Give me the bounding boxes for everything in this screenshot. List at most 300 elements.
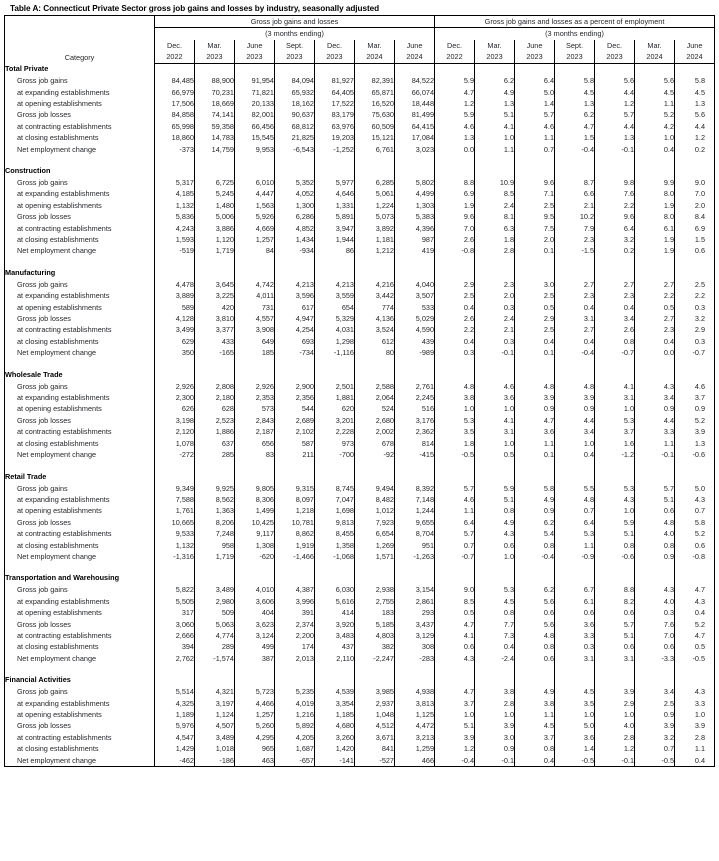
table-row <box>5 347 715 358</box>
row-label: Net employment change <box>5 653 155 664</box>
table-cell: 0.3 <box>475 336 515 347</box>
table-cell: 3.7 <box>595 426 635 437</box>
table-cell: 5,260 <box>235 720 275 731</box>
table-row <box>5 302 715 313</box>
table-cell: 4.0 <box>635 596 675 607</box>
table-cell: 91,954 <box>235 75 275 86</box>
table-cell: 814 <box>395 438 435 449</box>
table-cell: 0.7 <box>694 506 706 516</box>
table-cell: 951 <box>395 540 435 551</box>
table-row <box>5 144 715 155</box>
spacer-cell <box>675 461 715 471</box>
table-cell: 1.0 <box>694 710 706 719</box>
table-cell: 2,588 <box>355 381 395 392</box>
section-spacer-row <box>5 562 715 572</box>
section-spacer-row <box>5 257 715 267</box>
table-cell: 3,810 <box>195 313 235 324</box>
spacer-cell <box>275 461 315 471</box>
table-cell: 3,996 <box>275 596 315 607</box>
table-cell: 2.6 <box>435 234 475 245</box>
table-cell: 1.6 <box>595 438 635 449</box>
table-row <box>5 392 715 403</box>
table-cell: -519 <box>155 245 195 256</box>
spacer-cell <box>635 664 675 674</box>
table-cell: 3,908 <box>235 324 275 335</box>
table-row <box>5 584 715 595</box>
table-cell: 6.2 <box>555 109 595 120</box>
table-cell: 2.2 <box>435 324 475 335</box>
spacer-cell <box>355 461 395 471</box>
table-cell: 1.1 <box>694 744 706 754</box>
table-cell: 3,201 <box>315 415 355 426</box>
period-month: Sept. <box>285 40 304 50</box>
table-cell: 4,852 <box>275 223 315 234</box>
spacer-cell <box>595 257 635 267</box>
table-cell: 656 <box>235 438 275 449</box>
row-label: Gross job losses <box>5 517 155 528</box>
empty-cell <box>515 267 555 279</box>
gross-job-gains-losses-table <box>4 15 715 767</box>
table-cell: 2.7 <box>555 279 595 290</box>
table-cell: 3.5 <box>435 426 475 437</box>
empty-cell <box>515 471 555 483</box>
table-cell: 174 <box>275 641 315 652</box>
table-cell: 8.0 <box>635 211 675 222</box>
table-cell: 0.8 <box>515 641 555 652</box>
table-cell: 66,979 <box>155 87 195 98</box>
table-cell: 8,745 <box>315 483 355 494</box>
table-cell: 3.6 <box>515 426 555 437</box>
table-cell: 5.6 <box>515 619 555 630</box>
table-row <box>5 494 715 505</box>
empty-cell <box>635 267 675 279</box>
period-year: 2024 <box>646 52 663 62</box>
column-header-period-count-1 <box>155 40 195 63</box>
table-cell: 1,078 <box>155 438 195 449</box>
table-cell: 4.5 <box>475 596 515 607</box>
period-year: 2023 <box>486 52 503 62</box>
table-row <box>5 517 715 528</box>
period-year: 2023 <box>566 52 583 62</box>
table-cell: 3.8 <box>435 392 475 403</box>
table-cell: 2.3 <box>555 234 595 245</box>
table-cell: 0.4 <box>555 449 595 460</box>
table-cell: 5.6 <box>595 75 635 86</box>
table-cell: 3,671 <box>355 732 395 743</box>
spacer-cell <box>515 461 555 471</box>
table-cell: 1.3 <box>694 438 706 448</box>
table-cell: 2,064 <box>355 392 395 403</box>
table-cell: 3,225 <box>195 290 235 301</box>
table-cell: 2.4 <box>475 200 515 211</box>
table-cell: 8.7 <box>555 177 595 188</box>
table-cell: 1.1 <box>635 438 675 449</box>
table-cell: 9.0 <box>694 177 706 187</box>
table-cell: -620 <box>235 551 275 562</box>
empty-cell <box>195 165 235 177</box>
table-cell: 0.3 <box>635 607 675 618</box>
table-cell: 5.2 <box>694 415 706 425</box>
empty-cell <box>155 572 195 584</box>
table-cell: 2.5 <box>435 290 475 301</box>
row-label: at expanding establishments <box>5 188 155 199</box>
table-cell: 1.2 <box>694 133 706 143</box>
table-cell: 5,006 <box>195 211 235 222</box>
table-cell: 2.2 <box>635 290 675 301</box>
table-cell: 4.6 <box>435 494 475 505</box>
table-cell: 4,512 <box>355 720 395 731</box>
table-cell: 4,669 <box>235 223 275 234</box>
table-cell: 466 <box>395 755 435 767</box>
table-cell: 4,325 <box>155 698 195 709</box>
table-row <box>5 234 715 245</box>
column-header-period-count-7 <box>395 40 435 63</box>
table-cell: 1,358 <box>315 540 355 551</box>
table-cell: 0.7 <box>555 505 595 516</box>
table-cell: 1.2 <box>595 743 635 754</box>
empty-cell <box>475 165 515 177</box>
table-cell: 4.8 <box>635 517 675 528</box>
table-cell: 617 <box>275 302 315 313</box>
empty-cell <box>395 674 435 686</box>
table-cell: 64,415 <box>395 121 435 132</box>
table-row <box>5 381 715 392</box>
spacer-cell <box>235 257 275 267</box>
table-cell: 3,892 <box>355 223 395 234</box>
table-cell: 18,162 <box>275 98 315 109</box>
table-cell: -1,263 <box>395 551 435 562</box>
table-cell: -700 <box>315 449 355 460</box>
group-header-percent-line2: (3 months ending) <box>545 29 604 39</box>
empty-cell <box>315 471 355 483</box>
table-cell: 1,259 <box>395 743 435 754</box>
table-cell: 0.6 <box>555 607 595 618</box>
spacer-cell <box>555 562 595 572</box>
table-cell: 2,102 <box>275 426 315 437</box>
table-cell: 86 <box>315 245 355 256</box>
table-cell: 2,002 <box>355 426 395 437</box>
table-cell: -0.8 <box>692 551 706 561</box>
table-cell: 1,719 <box>195 551 235 562</box>
table-cell: 394 <box>155 641 195 652</box>
table-cell: 4.7 <box>694 630 706 640</box>
table-cell: 81,927 <box>315 75 355 86</box>
row-label: Gross job gains <box>5 177 155 188</box>
table-cell: 1,571 <box>355 551 395 562</box>
empty-cell <box>235 369 275 381</box>
table-cell: 71,821 <box>235 87 275 98</box>
table-cell: 0.1 <box>515 245 555 256</box>
table-cell: 1,499 <box>235 505 275 516</box>
table-row <box>5 245 715 256</box>
section-title: Total Private <box>5 63 155 75</box>
spacer-cell <box>435 359 475 369</box>
table-cell: 404 <box>235 607 275 618</box>
table-cell: 1,224 <box>355 200 395 211</box>
table-cell: 6.6 <box>555 188 595 199</box>
table-cell: 1,308 <box>235 540 275 551</box>
table-cell: 14,759 <box>195 144 235 155</box>
table-cell: 1.8 <box>435 438 475 449</box>
table-cell: -0.5 <box>692 653 706 663</box>
table-cell: 2,938 <box>355 584 395 595</box>
table-cell: 1.1 <box>435 505 475 516</box>
table-cell: 68,812 <box>275 121 315 132</box>
table-row <box>5 313 715 324</box>
spacer-cell <box>195 257 235 267</box>
table-cell: 0.3 <box>435 347 475 358</box>
empty-cell <box>315 369 355 381</box>
table-cell: 1,434 <box>275 234 315 245</box>
table-cell: 0.3 <box>694 336 706 346</box>
table-cell: 4.5 <box>555 686 595 697</box>
table-cell: 2.4 <box>475 313 515 324</box>
table-cell: 3,985 <box>355 686 395 697</box>
table-cell: 1,132 <box>155 200 195 211</box>
table-cell: 1,881 <box>315 392 355 403</box>
table-cell: 1.1 <box>515 709 555 720</box>
table-cell: 9,813 <box>315 517 355 528</box>
spacer-cell <box>235 562 275 572</box>
spacer-cell <box>395 359 435 369</box>
table-cell: 10.9 <box>475 177 515 188</box>
row-label: at closing establishments <box>5 540 155 551</box>
period-year: 2024 <box>406 52 423 62</box>
spacer-cell <box>235 359 275 369</box>
table-cell: 3,354 <box>315 698 355 709</box>
table-cell: 4,321 <box>195 686 235 697</box>
table-row <box>5 755 715 767</box>
table-cell: 1,125 <box>395 709 435 720</box>
table-row <box>5 109 715 120</box>
table-cell: 587 <box>275 438 315 449</box>
table-cell: 1.3 <box>595 132 635 143</box>
table-cell: 524 <box>355 403 395 414</box>
table-row <box>5 686 715 697</box>
period-year: 2023 <box>326 52 343 62</box>
empty-cell <box>315 267 355 279</box>
table-cell: 5.2 <box>635 109 675 120</box>
empty-cell <box>675 674 715 686</box>
table-cell: 2.6 <box>435 313 475 324</box>
spacer-cell <box>435 257 475 267</box>
spacer-cell <box>355 359 395 369</box>
table-cell: -141 <box>315 755 355 767</box>
table-cell: -1,466 <box>275 551 315 562</box>
table-cell: 5,822 <box>155 584 195 595</box>
table-row <box>5 75 715 86</box>
table-cell: 2,762 <box>155 653 195 664</box>
row-label: Gross job losses <box>5 720 155 731</box>
spacer-cell <box>155 664 195 674</box>
table-cell: 0.2 <box>694 144 706 154</box>
table-cell: 2.5 <box>515 290 555 301</box>
row-label: Gross job gains <box>5 381 155 392</box>
table-cell: 4.1 <box>475 415 515 426</box>
table-cell: 3,524 <box>355 324 395 335</box>
table-cell: 80 <box>355 347 395 358</box>
table-cell: 4.3 <box>635 381 675 392</box>
table-cell: 4,040 <box>395 279 435 290</box>
spacer-cell <box>275 359 315 369</box>
table-cell: 1,886 <box>195 426 235 437</box>
table-cell: 5,235 <box>275 686 315 697</box>
spacer-cell <box>355 257 395 267</box>
table-cell: 5.1 <box>595 528 635 539</box>
table-cell: 3.6 <box>555 732 595 743</box>
spacer-cell <box>195 562 235 572</box>
spacer-cell <box>195 664 235 674</box>
table-cell: -657 <box>275 755 315 767</box>
table-cell: 1,298 <box>315 336 355 347</box>
empty-cell <box>635 674 675 686</box>
spacer-cell <box>595 461 635 471</box>
table-cell: 987 <box>395 234 435 245</box>
empty-cell <box>475 674 515 686</box>
table-cell: 6.9 <box>694 223 706 233</box>
empty-cell <box>355 674 395 686</box>
table-cell: 1,120 <box>195 234 235 245</box>
row-label: Gross job losses <box>5 109 155 120</box>
table-row <box>5 528 715 539</box>
period-month: June <box>246 40 263 50</box>
table-row <box>5 438 715 449</box>
table-cell: 0.9 <box>475 743 515 754</box>
table-cell: 15,121 <box>355 132 395 143</box>
table-row <box>5 132 715 143</box>
empty-cell <box>435 267 475 279</box>
spacer-cell <box>475 257 515 267</box>
table-row <box>5 483 715 494</box>
row-label: at opening establishments <box>5 607 155 618</box>
row-label: at expanding establishments <box>5 290 155 301</box>
table-cell: 499 <box>235 641 275 652</box>
table-cell: 7,047 <box>315 494 355 505</box>
table-cell: 4,742 <box>235 279 275 290</box>
spacer-cell <box>555 257 595 267</box>
table-cell: 4.8 <box>435 381 475 392</box>
table-cell: 0.9 <box>515 505 555 516</box>
spacer-cell <box>355 562 395 572</box>
table-cell: 84,858 <box>155 109 195 120</box>
table-cell: 1,132 <box>155 540 195 551</box>
table-cell: 8.2 <box>595 596 635 607</box>
empty-cell <box>395 369 435 381</box>
row-label: at contracting establishments <box>5 732 155 743</box>
table-cell: 4.3 <box>694 494 706 504</box>
table-cell: 4.0 <box>635 528 675 539</box>
table-cell: 4,243 <box>155 223 195 234</box>
empty-cell <box>355 267 395 279</box>
table-cell: 70,231 <box>195 87 235 98</box>
table-cell: 5.2 <box>694 529 706 539</box>
spacer-cell <box>315 257 355 267</box>
table-cell: 9.9 <box>635 177 675 188</box>
table-cell: 4,136 <box>355 313 395 324</box>
table-cell: 0.8 <box>515 743 555 754</box>
table-cell: -3.3 <box>635 653 675 664</box>
table-cell: 4,478 <box>155 279 195 290</box>
row-label: Net employment change <box>5 551 155 562</box>
table-row <box>5 540 715 551</box>
table-cell: 1,257 <box>235 234 275 245</box>
table-cell: -0.1 <box>475 755 515 767</box>
table-cell: 183 <box>355 607 395 618</box>
table-cell: 9.0 <box>435 584 475 595</box>
table-cell: 1,018 <box>195 743 235 754</box>
table-cell: 9,494 <box>355 483 395 494</box>
table-cell: 0.1 <box>515 347 555 358</box>
table-row <box>5 709 715 720</box>
table-cell: 8,206 <box>195 517 235 528</box>
empty-cell <box>475 63 515 75</box>
row-label: at closing establishments <box>5 438 155 449</box>
table-cell: 678 <box>355 438 395 449</box>
table-cell: 2.8 <box>694 732 706 742</box>
table-cell: 3.1 <box>555 653 595 664</box>
table-cell: 2,900 <box>275 381 315 392</box>
table-cell: 573 <box>235 403 275 414</box>
table-cell: 629 <box>155 336 195 347</box>
table-cell: 5.3 <box>595 415 635 426</box>
table-cell: -0.4 <box>435 755 475 767</box>
table-cell: 4,396 <box>395 223 435 234</box>
table-cell: 4,213 <box>275 279 315 290</box>
table-cell: 3,606 <box>235 596 275 607</box>
column-header-period-count-2 <box>195 40 235 63</box>
table-cell: 16,520 <box>355 98 395 109</box>
table-cell: 463 <box>235 755 275 767</box>
table-cell: 2,666 <box>155 630 195 641</box>
table-cell: 0.9 <box>694 404 706 414</box>
table-cell: 0.3 <box>475 302 515 313</box>
table-row <box>5 98 715 109</box>
row-label: at opening establishments <box>5 302 155 313</box>
spacer-cell <box>675 664 715 674</box>
row-label: Gross job gains <box>5 75 155 86</box>
table-cell: -0.9 <box>555 551 595 562</box>
row-label: at opening establishments <box>5 98 155 109</box>
empty-cell <box>315 572 355 584</box>
table-cell: 2.2 <box>694 291 706 301</box>
table-cell: 3.1 <box>595 392 635 403</box>
table-cell: 3.9 <box>555 392 595 403</box>
table-cell: 1.5 <box>555 132 595 143</box>
table-cell: 3,889 <box>155 290 195 301</box>
table-cell: 387 <box>235 653 275 664</box>
table-cell: 1,331 <box>315 200 355 211</box>
empty-cell <box>275 572 315 584</box>
table-cell: 21,825 <box>275 132 315 143</box>
table-cell: 0.8 <box>475 607 515 618</box>
table-cell: 8,455 <box>315 528 355 539</box>
table-cell: 5.5 <box>555 483 595 494</box>
table-cell: -373 <box>155 144 195 155</box>
empty-cell <box>515 165 555 177</box>
table-cell: 5,976 <box>155 720 195 731</box>
table-cell: 3.0 <box>515 279 555 290</box>
row-label: Gross job losses <box>5 313 155 324</box>
table-cell: 5,352 <box>275 177 315 188</box>
table-cell: 4,590 <box>395 324 435 335</box>
table-cell: 6,725 <box>195 177 235 188</box>
table-cell: 6.2 <box>475 75 515 86</box>
table-cell: 3.1 <box>555 313 595 324</box>
table-cell: 4.9 <box>515 494 555 505</box>
table-cell: 0.6 <box>635 505 675 516</box>
row-label: Gross job gains <box>5 584 155 595</box>
table-cell: 17,084 <box>395 132 435 143</box>
